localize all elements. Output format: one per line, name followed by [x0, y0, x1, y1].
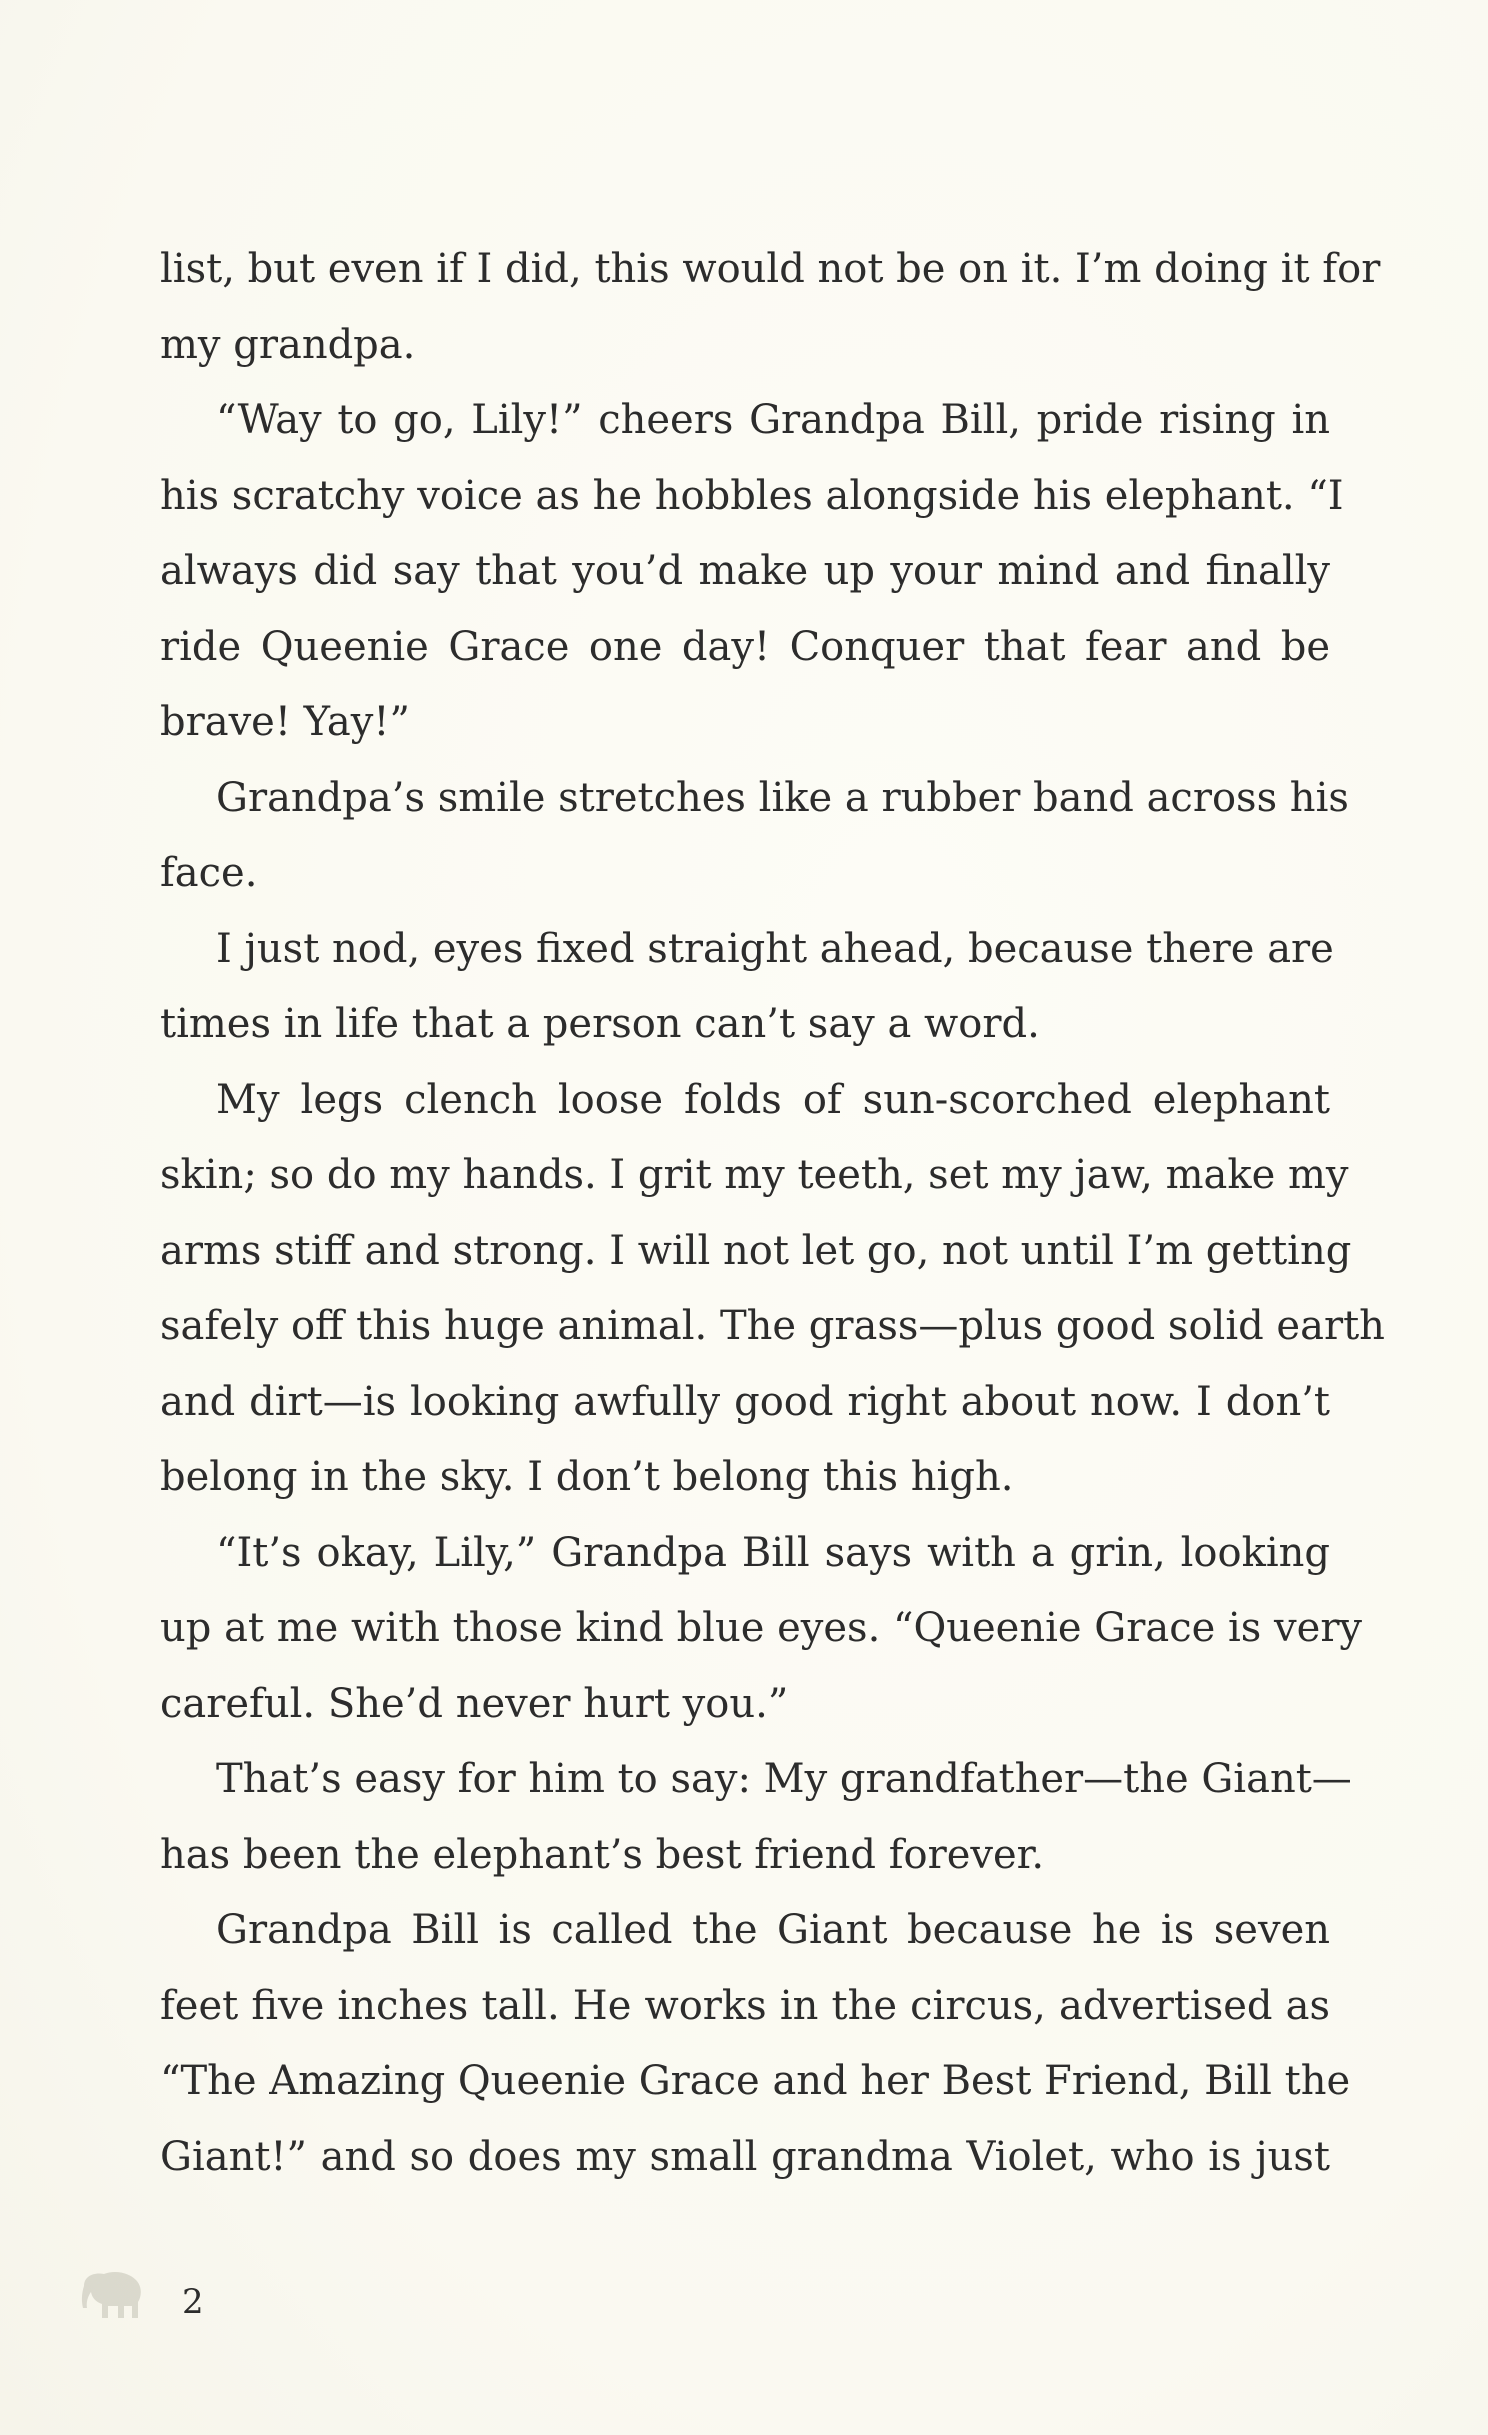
text-line: brave! Yay!” [160, 699, 410, 745]
text-line: his scratchy voice as he hobbles alongside his elephant. “I [160, 472, 1344, 519]
page-number: 2 [182, 2282, 204, 2322]
text-line: up at me with those kind blue eyes. “Queenie Grace is very [160, 1605, 1363, 1651]
text-line: That’s easy for him to say: My grandfather—the Giant— [216, 1756, 1352, 1802]
text-line: Giant!” and so does my small grandma Violet, who is just [160, 2133, 1330, 2180]
text-line: ride Queenie Grace one day! Conquer that fear and be [160, 623, 1330, 670]
text-line: “The Amazing Queenie Grace and her Best Friend, Bill the [160, 2058, 1351, 2104]
text-line: safely off this huge animal. The grass—plus good solid earth [160, 1303, 1385, 1349]
text-line: has been the elephant’s best friend forever. [160, 1831, 1045, 1878]
text-line: “It’s okay, Lily,” Grandpa Bill says with a grin, looking [216, 1529, 1330, 1576]
text-line: Grandpa Bill is called the Giant because he is seven [216, 1907, 1330, 1953]
text-line: face. [160, 850, 258, 896]
text-line: feet five inches tall. He works in the circus, advertised as [160, 1982, 1330, 2029]
text-line: and dirt—is looking awfully good right about now. I don’t [160, 1378, 1330, 1425]
text-line: I just nod, eyes fixed straight ahead, because there are [216, 925, 1334, 972]
text-line: arms stiff and strong. I will not let go, not until I’m getting [160, 1227, 1352, 1274]
text-line: skin; so do my hands. I grit my teeth, set my jaw, make my [160, 1152, 1349, 1198]
text-line: always did say that you’d make up your mind and finally [160, 548, 1330, 594]
text-line: Grandpa’s smile stretches like a rubber band across his [216, 774, 1349, 821]
body-text [160, 232, 1385, 2195]
text-line: careful. She’d never hurt you.” [160, 1680, 789, 1727]
text-line: “Way to go, Lily!” cheers Grandpa Bill, pride rising in [216, 397, 1330, 443]
text-line: times in life that a person can’t say a word. [160, 1001, 1040, 1047]
text-line: my grandpa. [160, 321, 416, 368]
text-line: belong in the sky. I don’t belong this high. [160, 1454, 1014, 1500]
elephant-icon [78, 2266, 150, 2324]
text-line: list, but even if I did, this would not be on it. I’m doing it for [160, 246, 1381, 292]
text-line: My legs clench loose folds of sun-scorched elephant [216, 1076, 1330, 1123]
